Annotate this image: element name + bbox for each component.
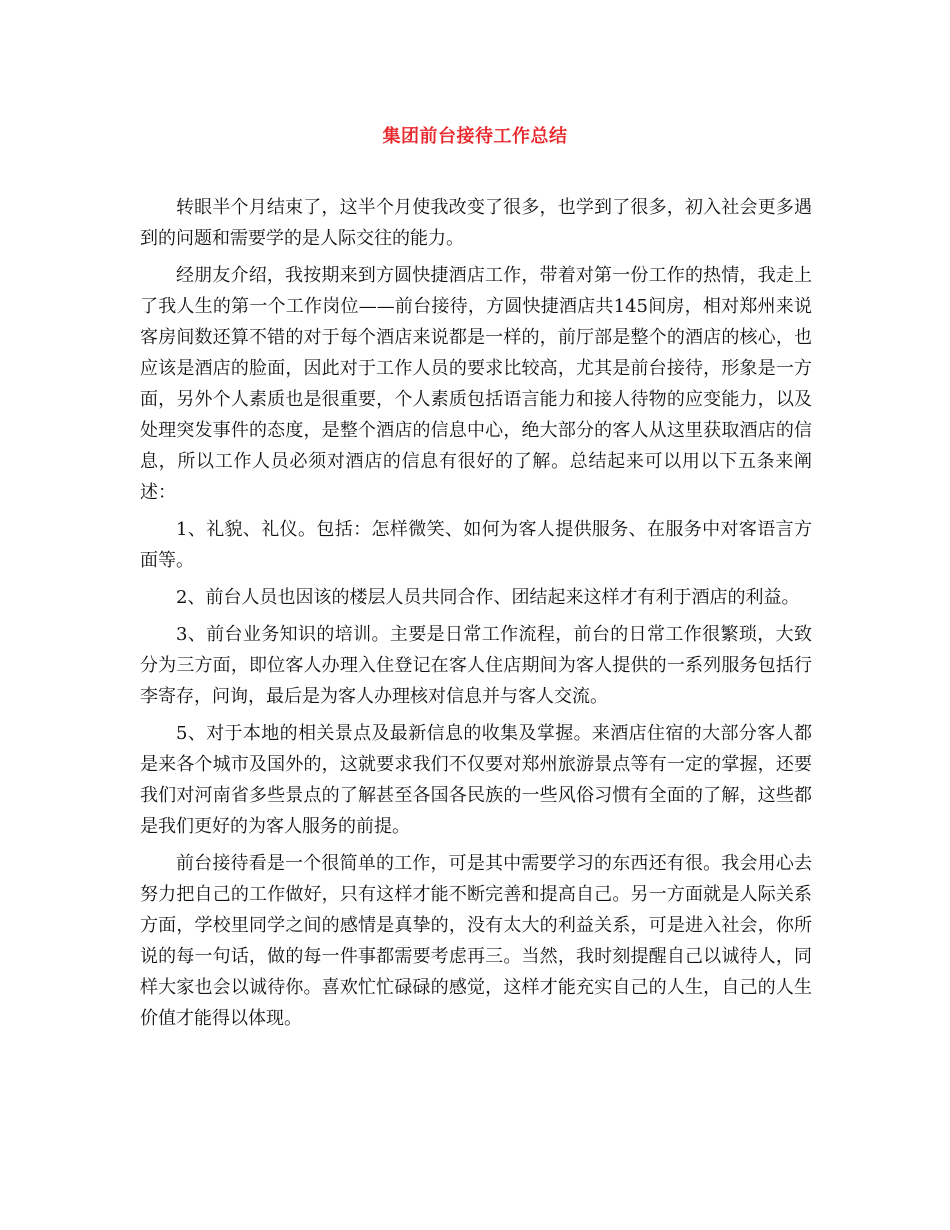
document-body: [140, 192, 812, 1040]
paragraph-intro: 转眼半个月结束了，这半个月使我改变了很多，也学到了很多，初入社会更多遇到的问题和需要学的是人际交往的能力。: [140, 197, 812, 249]
paragraph-conclusion: 前台接待看是一个很简单的工作，可是其中需要学习的东西还有很。我会用心去努力把自己的工作做好，只有这样才能不断完善和提高自己。另一方面就是人际关系方面，学校里同学之间的感情是真挚的，没有太大的利益关系，可是进入社会，你所说的每一句话，做的每一件事都需要考虑再三。当然，我时刻提醒自己以诚待人，同样大家也会以诚待你。喜欢忙忙碌碌的感觉，这样才能充实自己的人生，自己的人生价值才能得以体现。: [140, 853, 812, 1029]
paragraph-item-1: 1、礼貌、礼仪。包括：怎样微笑、如何为客人提供服务、在服务中对客语言方面等。: [140, 519, 812, 571]
paragraph-item-2: 2、前台人员也因该的楼层人员共同合作、团结起来这样才有利于酒店的利益。: [176, 587, 800, 608]
paragraph-background: 经朋友介绍，我按期来到方圆快捷酒店工作，带着对第一份工作的热情，我走上了我人生的第一个工作岗位——前台接待，方圆快捷酒店共145间房，相对郑州来说客房间数还算不错的对于每个酒店来说都是一样的，前厅部是整个的酒店的核心，也应该是酒店的脸面，因此对于工作人员的要求比较高，尤其是前台接待，形象是一方面，另外个人素质也是很重要，个人素质包括语言能力和接人待物的应变能力，以及处理突发事件的态度，是整个酒店的信息中心，绝大部分的客人从这里获取酒店的信息，所以工作人员必须对酒店的信息有很好的了解。总结起来可以用以下五条来阐述：: [140, 265, 812, 503]
paragraph-item-5: 5、对于本地的相关景点及最新信息的收集及掌握。来酒店住宿的大部分客人都是来各个城市及国外的，这就要求我们不仅要对郑州旅游景点等有一定的掌握，还要我们对河南省多些景点的了解甚至各国各民族的一些风俗习惯有全面的了解，这些都是我们更好的为客人服务的前提。: [140, 723, 812, 837]
paragraph-item-3: 3、前台业务知识的培训。主要是日常工作流程，前台的日常工作很繁琐，大致分为三方面，即位客人办理入住登记在客人住店期间为客人提供的一系列服务包括行李寄存，问询，最后是为客人办理核对信息并与客人交流。: [140, 624, 812, 707]
document-title: 集团前台接待工作总结: [382, 126, 568, 147]
